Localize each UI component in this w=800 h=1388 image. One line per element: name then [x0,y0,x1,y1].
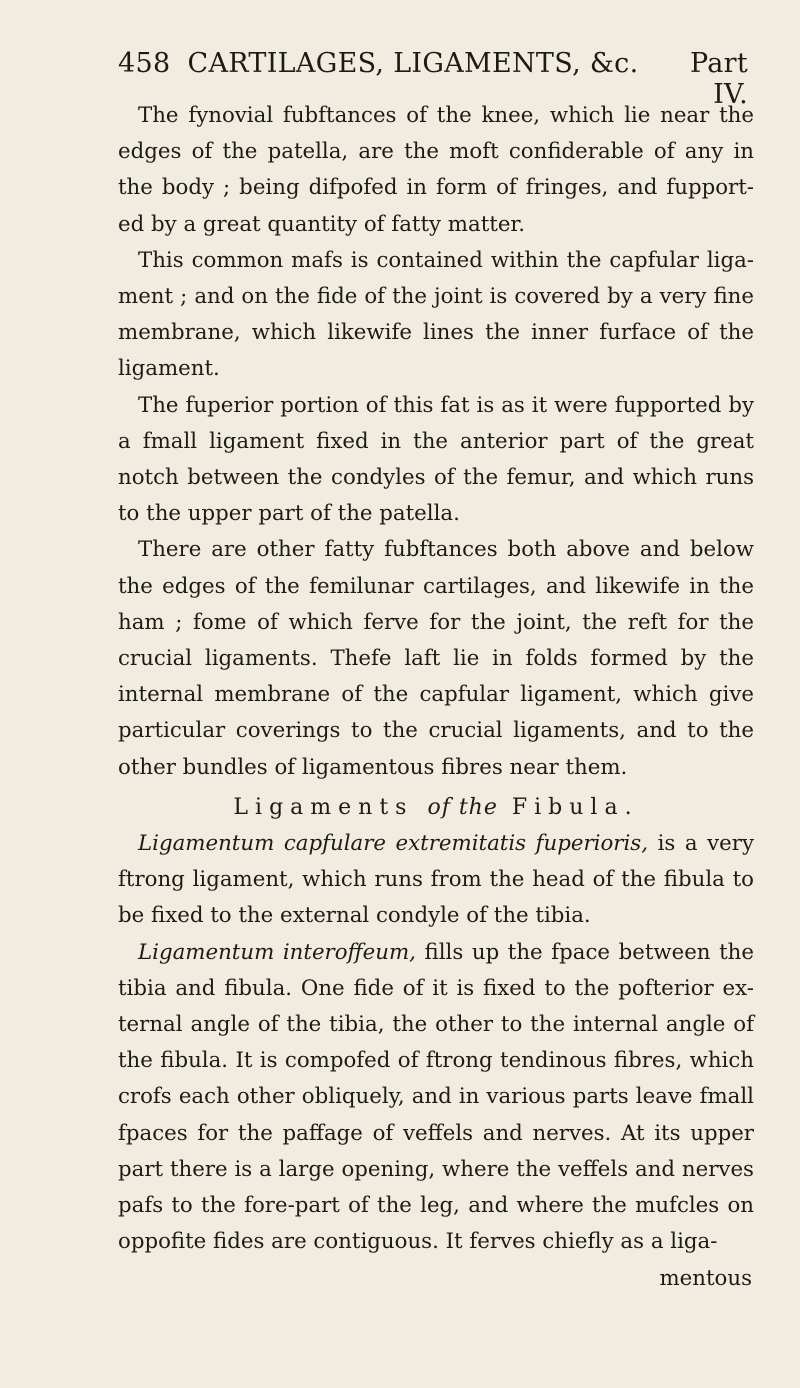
catchword: mentous [659,1265,752,1291]
heading-word-fibula: Fibula. [511,794,639,820]
entry-capsular-ligament [118,826,754,935]
paragraph-common-mass: This common mafs is contained within the capfular liga-ment ; and on the fide of the joint is covered by a very fine membrane, which likewife lines the inner furface of the ligament. [118,247,754,382]
section-heading [118,790,754,826]
entry-text: fills up the fpace between the tibia and fibula. One fide of it is fixed to the pofterior ex-ternal angle of the tibia, the other to the internal angle of the fibula. It is compofed of ftrong tendinous fibres, which crofs each other obliquely, and in various parts leave fmall fpaces for the paffage of veffels and nerves. At its upper part there is a large opening, where the veffels and nerves pafs to the fore-part of the leg, and where the mufcles on oppofite fides are contiguous. It ferves chiefly as a liga- [118,939,754,1255]
entry-text: is a very ftrong ligament, which runs from the head of the fibula to be fixed to the external condyle of the tibia. [118,831,754,929]
paragraph-other-fatty: There are other fatty fubftances both above and below the edges of the femilunar cartilages, and likewife in the ham ; fome of which ferve for the joint, the reft for the crucial ligaments. Thefe laft lie in folds formed by the internal membrane of the capfular ligament, which give particular coverings to the crucial ligaments, and to the other bundles of ligamentous fibres near them. [118,537,754,780]
part-label: Part IV. [689,48,748,110]
entry-interosseous-ligament [118,935,754,1261]
entry-term: Ligamentum interoffeum, [138,939,416,965]
paragraph-synovial: The fynovial fubftances of the knee, which lie near the edges of the patella, are the moft confiderable of any in the body ; being difpofed in form of fringes, and fupport-ed by a great quantity of fatty matter. [118,103,754,237]
page-body [118,98,754,1297]
entry-term: Ligamentum capfulare extremitatis fuperioris, [138,831,648,857]
paragraph-superior-portion: The fuperior portion of this fat is as it were fupported by a fmall ligament fixed in the anterior part of the great notch between the condyles of the femur, and which runs to the upper part of the patella. [118,392,754,527]
heading-word-ligaments: Ligaments [233,794,414,820]
heading-connector: of the [427,794,498,820]
page-number: 458 [118,48,171,79]
running-title: CARTILAGES, LIGAMENTS, &c. [187,48,639,79]
